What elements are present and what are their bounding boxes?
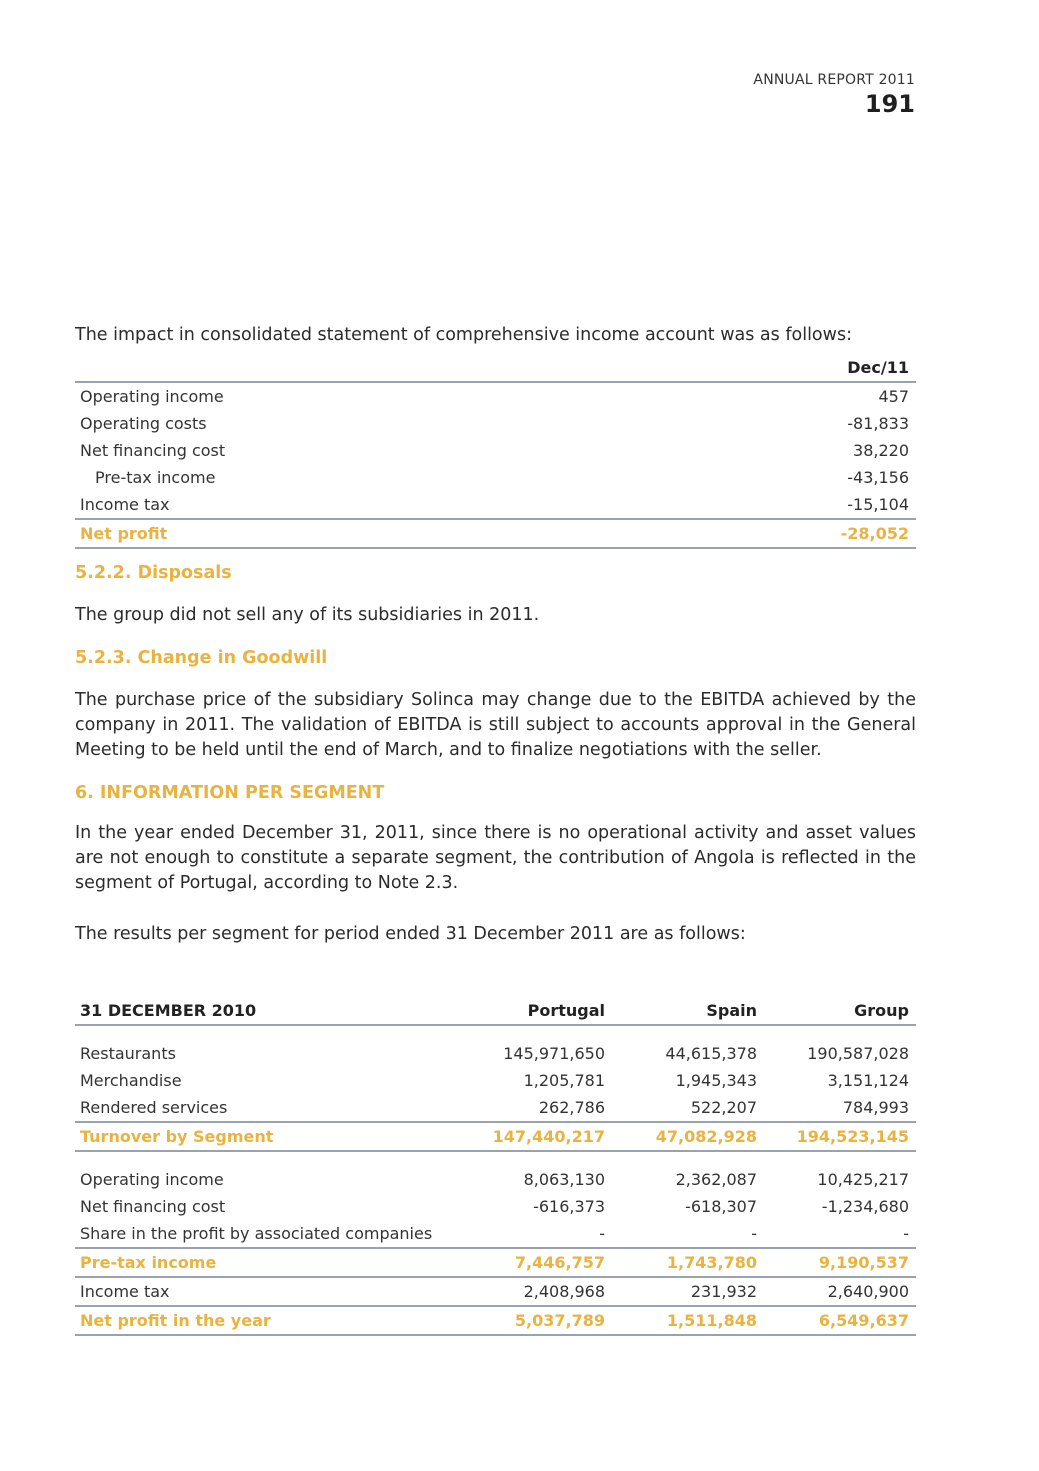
column-header-portugal: Portugal: [475, 997, 612, 1025]
row-label: Net profit: [75, 519, 631, 548]
cell-portugal: 145,971,650: [503, 1044, 605, 1063]
cell-portugal: -: [475, 1220, 612, 1248]
cell-group: 194,523,145: [764, 1122, 916, 1151]
row-label: Merchandise: [80, 1071, 182, 1090]
table-row-total: [75, 1122, 916, 1151]
row-label: Share in the profit by associated companies: [75, 1220, 475, 1248]
table-row: [75, 1220, 916, 1248]
row-value: 457: [878, 387, 909, 406]
cell-group: 9,190,537: [764, 1248, 916, 1277]
table-row: [75, 410, 916, 437]
row-label: Operating costs: [80, 414, 207, 433]
table-row: [75, 1277, 916, 1306]
table-row-total: [75, 1248, 916, 1277]
row-label: Operating income: [80, 387, 224, 406]
goodwill-text: The purchase price of the subsidiary Solinca may change due to the EBITDA achieved by the company in 2011. The validation of EBITDA is still subject to accounts approval in the General Meeting to be held until the end of March, and to finalize negotiations with the seller.: [75, 690, 916, 760]
row-label: Pre-tax income: [95, 468, 216, 487]
cell-group: 3,151,124: [827, 1071, 909, 1090]
report-title: ANNUAL REPORT 2011: [753, 72, 915, 88]
segment-period-header: 31 DECEMBER 2010: [75, 997, 475, 1025]
row-value: 38,220: [853, 441, 909, 460]
table-row-total: [75, 1306, 916, 1335]
table-row: [75, 1193, 916, 1220]
cell-spain: 2,362,087: [675, 1170, 757, 1189]
section-title-goodwill: 5.2.3. Change in Goodwill: [75, 648, 328, 668]
cell-spain: 231,932: [612, 1277, 764, 1306]
row-value: -43,156: [847, 468, 909, 487]
table-row: [75, 1040, 916, 1067]
table-row: [75, 464, 916, 491]
cell-portugal: 147,440,217: [475, 1122, 612, 1151]
cell-spain: -: [612, 1220, 764, 1248]
row-label: Net financing cost: [80, 1197, 226, 1216]
row-label: Rendered services: [75, 1094, 475, 1122]
cell-portugal: 262,786: [475, 1094, 612, 1122]
cell-group: -: [764, 1220, 916, 1248]
section-title-segment: 6. INFORMATION PER SEGMENT: [75, 783, 385, 803]
cell-group: 10,425,217: [817, 1170, 909, 1189]
impact-intro: The impact in consolidated statement of comprehensive income account was as follows:: [75, 325, 852, 345]
row-label: Turnover by Segment: [75, 1122, 475, 1151]
row-label: Net profit in the year: [75, 1306, 475, 1335]
row-label: Net financing cost: [80, 441, 226, 460]
row-label: Pre-tax income: [75, 1248, 475, 1277]
cell-spain: 1,945,343: [675, 1071, 757, 1090]
segment-table: [75, 997, 916, 1336]
cell-portugal: 1,205,781: [523, 1071, 605, 1090]
cell-group: 190,587,028: [807, 1044, 909, 1063]
segment-header-row: [75, 997, 916, 1025]
cell-group: 2,640,900: [764, 1277, 916, 1306]
row-value: -15,104: [631, 491, 916, 519]
cell-spain: 47,082,928: [612, 1122, 764, 1151]
impact-header-row: [75, 354, 916, 382]
cell-portugal: 2,408,968: [475, 1277, 612, 1306]
cell-portugal: 7,446,757: [475, 1248, 612, 1277]
cell-spain: 1,743,780: [612, 1248, 764, 1277]
row-label: Income tax: [75, 1277, 475, 1306]
column-header-spain: Spain: [612, 997, 764, 1025]
table-row: [75, 1166, 916, 1193]
table-row: [75, 1067, 916, 1094]
cell-spain: 44,615,378: [665, 1044, 757, 1063]
cell-group: -1,234,680: [821, 1197, 909, 1216]
row-value: -81,833: [847, 414, 909, 433]
row-label: Income tax: [75, 491, 631, 519]
cell-spain: 522,207: [612, 1094, 764, 1122]
impact-table: [75, 354, 916, 549]
page-header: [753, 70, 915, 118]
cell-spain: -618,307: [685, 1197, 757, 1216]
row-value: -28,052: [631, 519, 916, 548]
cell-spain: 1,511,848: [612, 1306, 764, 1335]
row-label: Restaurants: [80, 1044, 176, 1063]
disposals-text: The group did not sell any of its subsidiaries in 2011.: [75, 605, 540, 625]
page-content: [75, 323, 916, 1336]
segment-text-2: The results per segment for period ended 31 December 2011 are as follows:: [75, 924, 746, 944]
table-row-total: [75, 519, 916, 548]
table-row: [75, 491, 916, 519]
row-label: Operating income: [80, 1170, 224, 1189]
table-row: [75, 437, 916, 464]
column-header-group: Group: [764, 997, 916, 1025]
impact-column-header: Dec/11: [631, 354, 916, 382]
page-number: 191: [864, 90, 915, 118]
cell-group: 784,993: [764, 1094, 916, 1122]
cell-portugal: 8,063,130: [523, 1170, 605, 1189]
table-row: [75, 382, 916, 410]
cell-portugal: 5,037,789: [475, 1306, 612, 1335]
cell-group: 6,549,637: [764, 1306, 916, 1335]
cell-portugal: -616,373: [533, 1197, 605, 1216]
segment-text-1: In the year ended December 31, 2011, since there is no operational activity and asset values are not enough to constitute a separate segment, the contribution of Angola is reflected in the segment of Portugal, according to Note 2.3.: [75, 823, 916, 893]
table-row: [75, 1094, 916, 1122]
section-title-disposals: 5.2.2. Disposals: [75, 563, 232, 583]
